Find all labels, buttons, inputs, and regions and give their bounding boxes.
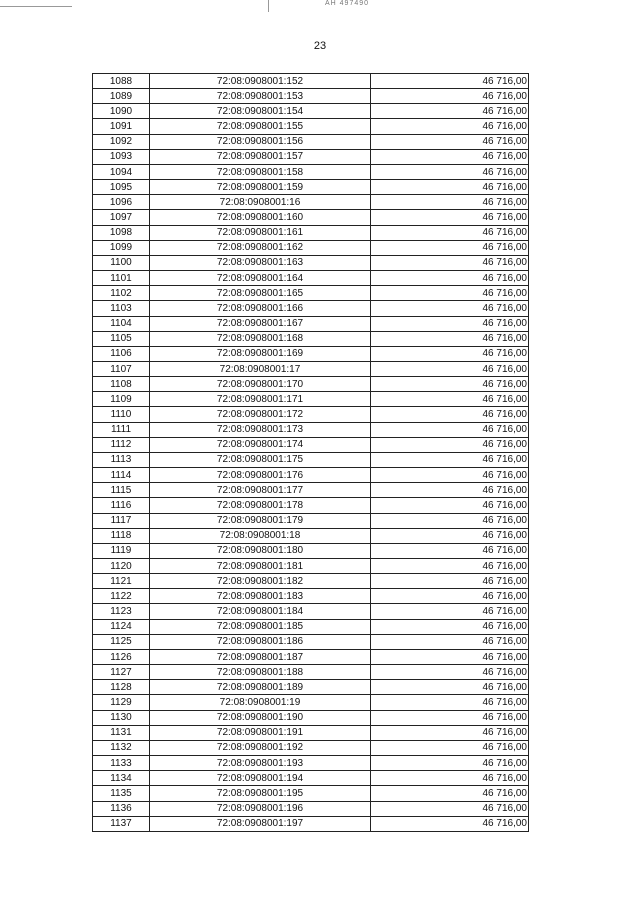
row-number-cell: 1095: [93, 180, 150, 195]
row-number-cell: 1132: [93, 740, 150, 755]
value-cell: 46 716,00: [371, 695, 529, 710]
value-cell: 46 716,00: [371, 498, 529, 513]
table-row: [93, 619, 529, 634]
value-cell: 46 716,00: [371, 74, 529, 89]
table-row: [93, 271, 529, 286]
table-row: [93, 680, 529, 695]
cadastral-number-cell: 72:08:0908001:186: [150, 634, 371, 649]
cadastral-number-cell: 72:08:0908001:154: [150, 104, 371, 119]
value-cell: 46 716,00: [371, 680, 529, 695]
row-number-cell: 1097: [93, 210, 150, 225]
table-row: [93, 786, 529, 801]
row-number-cell: 1113: [93, 452, 150, 467]
cadastral-number-cell: 72:08:0908001:169: [150, 346, 371, 361]
row-number-cell: 1125: [93, 634, 150, 649]
row-number-cell: 1131: [93, 725, 150, 740]
table-row: [93, 149, 529, 164]
value-cell: 46 716,00: [371, 725, 529, 740]
value-cell: 46 716,00: [371, 316, 529, 331]
row-number-cell: 1089: [93, 89, 150, 104]
cadastral-number-cell: 72:08:0908001:180: [150, 543, 371, 558]
row-number-cell: 1109: [93, 392, 150, 407]
table-row: [93, 180, 529, 195]
cadastral-number-cell: 72:08:0908001:193: [150, 756, 371, 771]
row-number-cell: 1090: [93, 104, 150, 119]
row-number-cell: 1105: [93, 331, 150, 346]
row-number-cell: 1102: [93, 286, 150, 301]
cadastral-number-cell: 72:08:0908001:192: [150, 740, 371, 755]
cadastral-number-cell: 72:08:0908001:164: [150, 271, 371, 286]
row-number-cell: 1135: [93, 786, 150, 801]
value-cell: 46 716,00: [371, 104, 529, 119]
value-cell: 46 716,00: [371, 286, 529, 301]
table-row: [93, 225, 529, 240]
row-number-cell: 1115: [93, 483, 150, 498]
cadastral-number-cell: 72:08:0908001:195: [150, 786, 371, 801]
table-row: [93, 695, 529, 710]
value-cell: 46 716,00: [371, 589, 529, 604]
table-row: [93, 710, 529, 725]
value-cell: 46 716,00: [371, 771, 529, 786]
row-number-cell: 1106: [93, 346, 150, 361]
cadastral-number-cell: 72:08:0908001:158: [150, 164, 371, 179]
cadastral-number-cell: 72:08:0908001:159: [150, 180, 371, 195]
row-number-cell: 1137: [93, 816, 150, 831]
cadastral-number-cell: 72:08:0908001:19: [150, 695, 371, 710]
cadastral-number-cell: 72:08:0908001:155: [150, 119, 371, 134]
row-number-cell: 1108: [93, 377, 150, 392]
cadastral-number-cell: 72:08:0908001:185: [150, 619, 371, 634]
value-cell: 46 716,00: [371, 513, 529, 528]
table-row: [93, 468, 529, 483]
table-row: [93, 346, 529, 361]
cadastral-number-cell: 72:08:0908001:176: [150, 468, 371, 483]
cadastral-number-cell: 72:08:0908001:16: [150, 195, 371, 210]
value-cell: 46 716,00: [371, 240, 529, 255]
value-cell: 46 716,00: [371, 422, 529, 437]
cadastral-number-cell: 72:08:0908001:165: [150, 286, 371, 301]
row-number-cell: 1116: [93, 498, 150, 513]
value-cell: 46 716,00: [371, 604, 529, 619]
cadastral-number-cell: 72:08:0908001:188: [150, 665, 371, 680]
table-row: [93, 377, 529, 392]
table-row: [93, 437, 529, 452]
table-row: [93, 104, 529, 119]
cadastral-number-cell: 72:08:0908001:153: [150, 89, 371, 104]
row-number-cell: 1118: [93, 528, 150, 543]
cadastral-number-cell: 72:08:0908001:18: [150, 528, 371, 543]
scan-artifact-line: [0, 6, 72, 7]
value-cell: 46 716,00: [371, 346, 529, 361]
row-number-cell: 1103: [93, 301, 150, 316]
table-row: [93, 665, 529, 680]
row-number-cell: 1101: [93, 271, 150, 286]
table-row: [93, 756, 529, 771]
value-cell: 46 716,00: [371, 225, 529, 240]
cadastral-number-cell: 72:08:0908001:170: [150, 377, 371, 392]
table-row: [93, 422, 529, 437]
value-cell: 46 716,00: [371, 89, 529, 104]
cadastral-number-cell: 72:08:0908001:171: [150, 392, 371, 407]
cadastral-number-cell: 72:08:0908001:189: [150, 680, 371, 695]
row-number-cell: 1134: [93, 771, 150, 786]
row-number-cell: 1092: [93, 134, 150, 149]
row-number-cell: 1133: [93, 756, 150, 771]
row-number-cell: 1100: [93, 255, 150, 270]
page-number: 23: [313, 40, 327, 52]
value-cell: 46 716,00: [371, 710, 529, 725]
value-cell: 46 716,00: [371, 543, 529, 558]
row-number-cell: 1104: [93, 316, 150, 331]
table-row: [93, 543, 529, 558]
table-row: [93, 210, 529, 225]
table-row: [93, 649, 529, 664]
row-number-cell: 1126: [93, 649, 150, 664]
table-row: [93, 559, 529, 574]
value-cell: 46 716,00: [371, 801, 529, 816]
table-row: [93, 740, 529, 755]
cadastral-number-cell: 72:08:0908001:157: [150, 149, 371, 164]
table-row: [93, 301, 529, 316]
row-number-cell: 1107: [93, 361, 150, 376]
table-row: [93, 634, 529, 649]
row-number-cell: 1091: [93, 119, 150, 134]
cadastral-number-cell: 72:08:0908001:178: [150, 498, 371, 513]
value-cell: 46 716,00: [371, 119, 529, 134]
table-row: [93, 164, 529, 179]
cadastral-number-cell: 72:08:0908001:190: [150, 710, 371, 725]
table-body: [93, 74, 529, 832]
table-row: [93, 816, 529, 831]
table-row: [93, 801, 529, 816]
row-number-cell: 1098: [93, 225, 150, 240]
cadastral-number-cell: 72:08:0908001:187: [150, 649, 371, 664]
scan-artifact-tick: [268, 0, 269, 12]
table-row: [93, 483, 529, 498]
row-number-cell: 1111: [93, 422, 150, 437]
value-cell: 46 716,00: [371, 255, 529, 270]
value-cell: 46 716,00: [371, 164, 529, 179]
table-row: [93, 89, 529, 104]
table-row: [93, 574, 529, 589]
value-cell: 46 716,00: [371, 452, 529, 467]
cadastral-number-cell: 72:08:0908001:197: [150, 816, 371, 831]
value-cell: 46 716,00: [371, 816, 529, 831]
value-cell: 46 716,00: [371, 134, 529, 149]
value-cell: 46 716,00: [371, 483, 529, 498]
row-number-cell: 1119: [93, 543, 150, 558]
value-cell: 46 716,00: [371, 756, 529, 771]
cadastral-number-cell: 72:08:0908001:194: [150, 771, 371, 786]
document-stamp: AH 497490: [325, 0, 370, 7]
cadastral-number-cell: 72:08:0908001:17: [150, 361, 371, 376]
table-row: [93, 589, 529, 604]
table-row: [93, 407, 529, 422]
row-number-cell: 1136: [93, 801, 150, 816]
table-row: [93, 604, 529, 619]
value-cell: 46 716,00: [371, 301, 529, 316]
table-row: [93, 240, 529, 255]
value-cell: 46 716,00: [371, 740, 529, 755]
value-cell: 46 716,00: [371, 528, 529, 543]
row-number-cell: 1130: [93, 710, 150, 725]
cadastral-number-cell: 72:08:0908001:162: [150, 240, 371, 255]
value-cell: 46 716,00: [371, 634, 529, 649]
value-cell: 46 716,00: [371, 786, 529, 801]
row-number-cell: 1096: [93, 195, 150, 210]
value-cell: 46 716,00: [371, 149, 529, 164]
cadastral-number-cell: 72:08:0908001:161: [150, 225, 371, 240]
value-cell: 46 716,00: [371, 574, 529, 589]
table-row: [93, 255, 529, 270]
cadastral-number-cell: 72:08:0908001:179: [150, 513, 371, 528]
value-cell: 46 716,00: [371, 361, 529, 376]
table-row: [93, 528, 529, 543]
cadastral-number-cell: 72:08:0908001:166: [150, 301, 371, 316]
value-cell: 46 716,00: [371, 392, 529, 407]
row-number-cell: 1128: [93, 680, 150, 695]
value-cell: 46 716,00: [371, 559, 529, 574]
table-row: [93, 74, 529, 89]
value-cell: 46 716,00: [371, 331, 529, 346]
cadastral-number-cell: 72:08:0908001:156: [150, 134, 371, 149]
table-row: [93, 195, 529, 210]
cadastral-number-cell: 72:08:0908001:163: [150, 255, 371, 270]
cadastral-number-cell: 72:08:0908001:177: [150, 483, 371, 498]
row-number-cell: 1117: [93, 513, 150, 528]
cadastral-number-cell: 72:08:0908001:152: [150, 74, 371, 89]
row-number-cell: 1099: [93, 240, 150, 255]
table-row: [93, 498, 529, 513]
cadastral-number-cell: 72:08:0908001:181: [150, 559, 371, 574]
value-cell: 46 716,00: [371, 195, 529, 210]
cadastral-number-cell: 72:08:0908001:173: [150, 422, 371, 437]
value-cell: 46 716,00: [371, 210, 529, 225]
value-cell: 46 716,00: [371, 619, 529, 634]
value-cell: 46 716,00: [371, 437, 529, 452]
cadastral-number-cell: 72:08:0908001:174: [150, 437, 371, 452]
cadastral-number-cell: 72:08:0908001:168: [150, 331, 371, 346]
row-number-cell: 1120: [93, 559, 150, 574]
table-row: [93, 286, 529, 301]
row-number-cell: 1124: [93, 619, 150, 634]
row-number-cell: 1093: [93, 149, 150, 164]
value-cell: 46 716,00: [371, 407, 529, 422]
row-number-cell: 1127: [93, 665, 150, 680]
table-row: [93, 361, 529, 376]
cadastral-number-cell: 72:08:0908001:184: [150, 604, 371, 619]
row-number-cell: 1122: [93, 589, 150, 604]
value-cell: 46 716,00: [371, 468, 529, 483]
row-number-cell: 1121: [93, 574, 150, 589]
cadastral-number-cell: 72:08:0908001:182: [150, 574, 371, 589]
row-number-cell: 1112: [93, 437, 150, 452]
cadastral-number-cell: 72:08:0908001:160: [150, 210, 371, 225]
table-row: [93, 331, 529, 346]
table-row: [93, 771, 529, 786]
row-number-cell: 1094: [93, 164, 150, 179]
cadastral-number-cell: 72:08:0908001:175: [150, 452, 371, 467]
value-cell: 46 716,00: [371, 649, 529, 664]
row-number-cell: 1129: [93, 695, 150, 710]
table-row: [93, 452, 529, 467]
cadastral-number-cell: 72:08:0908001:183: [150, 589, 371, 604]
table-row: [93, 316, 529, 331]
row-number-cell: 1123: [93, 604, 150, 619]
row-number-cell: 1088: [93, 74, 150, 89]
value-cell: 46 716,00: [371, 271, 529, 286]
cadastral-number-cell: 72:08:0908001:167: [150, 316, 371, 331]
value-cell: 46 716,00: [371, 665, 529, 680]
cadastral-number-cell: 72:08:0908001:196: [150, 801, 371, 816]
table-row: [93, 725, 529, 740]
table-row: [93, 513, 529, 528]
value-cell: 46 716,00: [371, 377, 529, 392]
cadastral-number-cell: 72:08:0908001:191: [150, 725, 371, 740]
table-row: [93, 392, 529, 407]
row-number-cell: 1110: [93, 407, 150, 422]
cadastral-table: [92, 73, 529, 832]
row-number-cell: 1114: [93, 468, 150, 483]
value-cell: 46 716,00: [371, 180, 529, 195]
cadastral-number-cell: 72:08:0908001:172: [150, 407, 371, 422]
table-row: [93, 134, 529, 149]
table-row: [93, 119, 529, 134]
